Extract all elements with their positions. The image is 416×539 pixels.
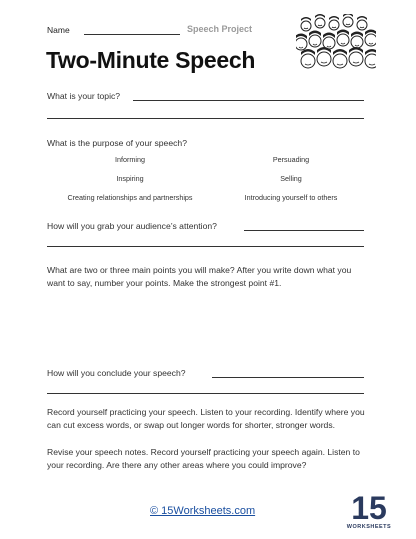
option-inspiring: Inspiring bbox=[116, 174, 144, 183]
option-persuading: Persuading bbox=[272, 155, 310, 164]
question-topic: What is your topic? bbox=[47, 91, 121, 101]
logo-number: 15 bbox=[351, 490, 387, 526]
logo-mark bbox=[346, 490, 392, 530]
question-purpose: What is the purpose of your speech? bbox=[47, 138, 187, 148]
crowd-illustration bbox=[296, 14, 376, 74]
option-introducing: Introducing yourself to others bbox=[244, 193, 338, 202]
question-attention: How will you grab your audience’s attention? bbox=[47, 221, 217, 231]
option-selling: Selling bbox=[280, 174, 302, 183]
page-title: Two-Minute Speech bbox=[46, 47, 256, 73]
question-conclude: How will you conclude your speech? bbox=[47, 368, 186, 378]
worksheets-logo bbox=[346, 490, 392, 530]
option-informing: Informing bbox=[115, 155, 145, 164]
option-relationships: Creating relationships and partnerships bbox=[67, 193, 193, 202]
instruction-revise: Revise your speech notes. Record yourself practicing your speech again. Listen to your recording. Are there any other areas where you could improve? bbox=[47, 447, 360, 470]
main-points-answer-area[interactable] bbox=[47, 292, 364, 364]
name-label: Name bbox=[47, 25, 70, 35]
instruction-record: Record yourself practicing your speech. Listen to your recording. Identify where you can cut excess words, or swap out longer words for shorter, stronger words. bbox=[47, 407, 365, 430]
attention-answer-line-2[interactable] bbox=[47, 246, 364, 247]
project-label: Speech Project bbox=[187, 24, 253, 34]
conclude-answer-line-1[interactable] bbox=[212, 377, 364, 378]
conclude-answer-line-2[interactable] bbox=[47, 393, 364, 394]
name-write-line[interactable] bbox=[84, 34, 180, 35]
topic-answer-line-1[interactable] bbox=[133, 100, 364, 101]
attention-answer-line-1[interactable] bbox=[244, 230, 364, 231]
question-main-points: What are two or three main points you will make? After you write down what you want to say, number your points. Make the strongest point #1. bbox=[47, 265, 352, 288]
footer-copyright-link[interactable]: © 15Worksheets.com bbox=[150, 505, 256, 517]
topic-answer-line-2[interactable] bbox=[47, 118, 364, 119]
logo-text: WORKSHEETS bbox=[346, 524, 392, 530]
